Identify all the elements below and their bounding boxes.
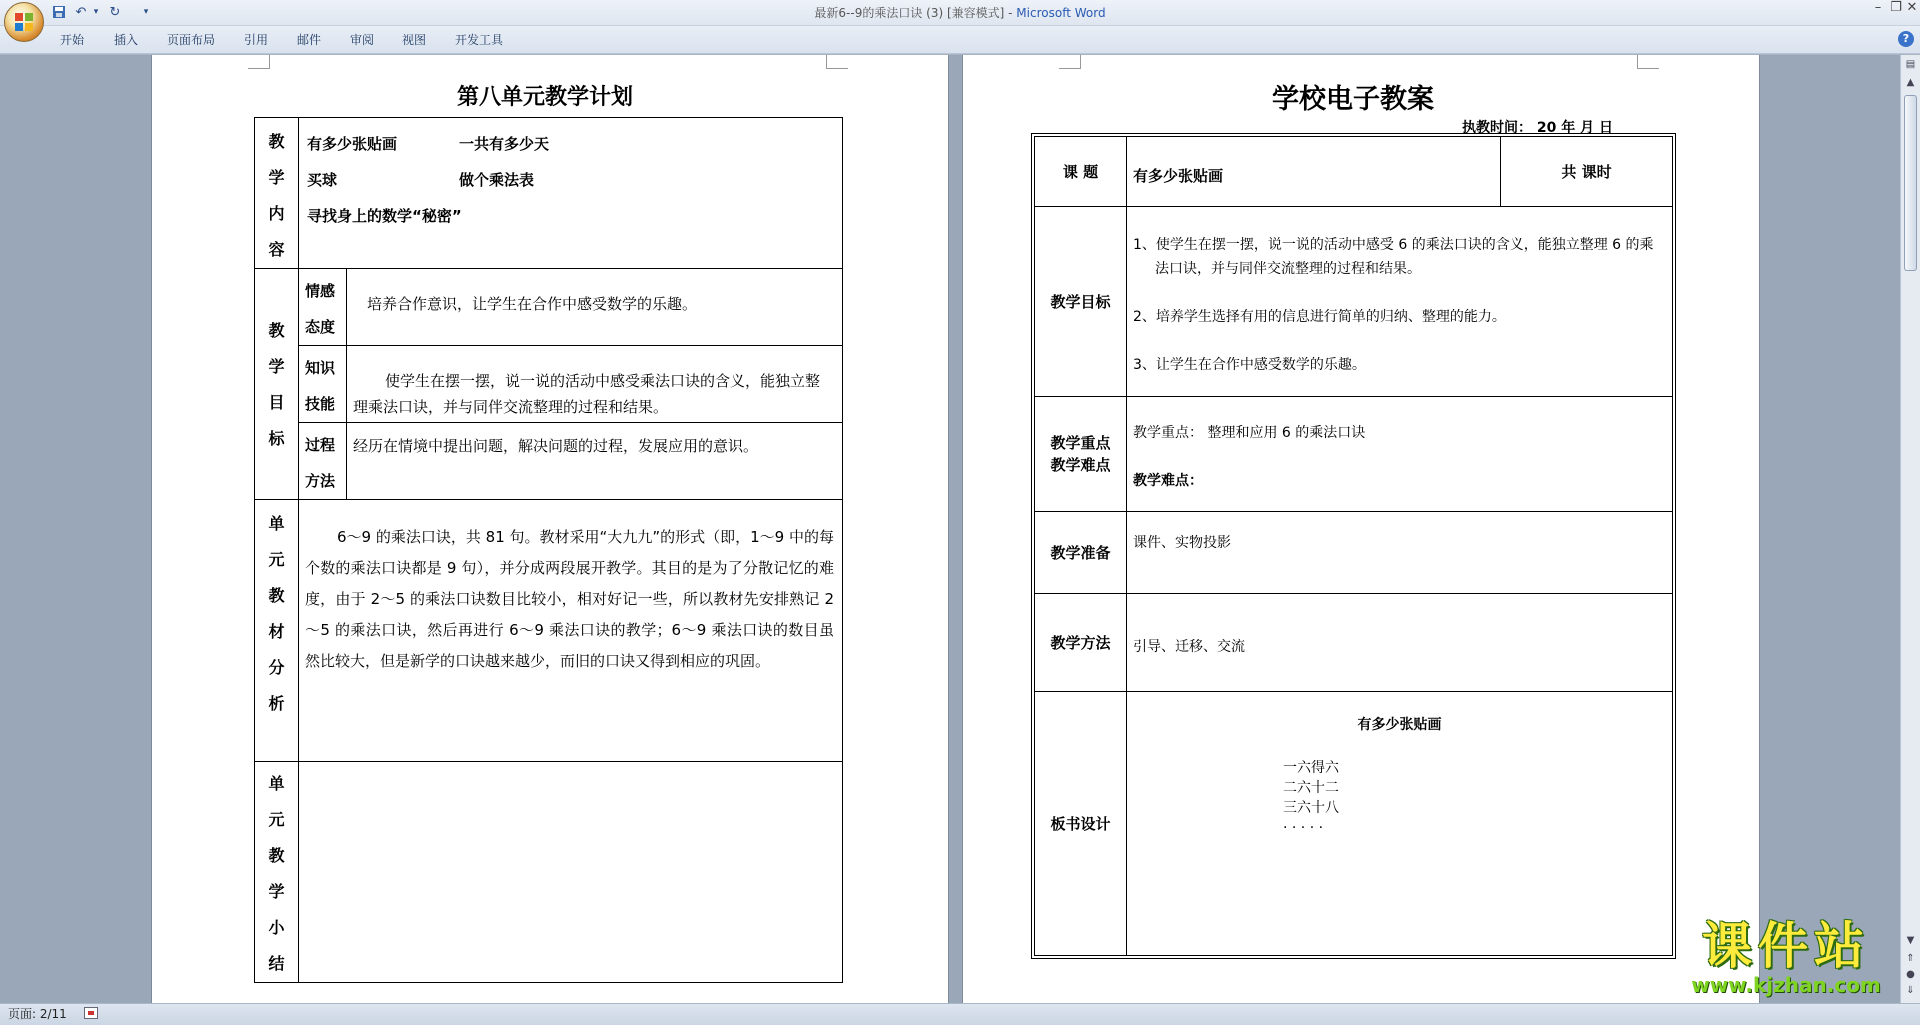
objectives-cell bbox=[1127, 207, 1673, 397]
title-bar bbox=[0, 0, 1920, 26]
key-points-label-cell bbox=[1035, 397, 1127, 512]
analysis-label-char: 单 bbox=[268, 514, 285, 533]
plan-table bbox=[254, 117, 843, 983]
analysis-text: 6～9 的乘法口诀，共 81 句。教材采用“大九九”的形式（即，1～9 中的每个数的乘法口诀都是 9 句），并分成两段展开教学。其目的是为了分散记忆的难度，由于 2～5 的乘法口诀数目比较小，相对好记一些，所以教材先安排熟记 2～5 的乘法口诀，然后再进行 6～9 乘法口诀的教学；6～9 乘法口诀的数目虽然比较大，但是新学的口诀越来越少，而旧的口诀又得到相应的巩固。 bbox=[305, 528, 834, 670]
watermark-text: 课件站 bbox=[1702, 917, 1870, 975]
method-cell bbox=[1127, 594, 1673, 692]
analysis-label-char: 分 bbox=[268, 658, 285, 677]
tab-page-layout[interactable]: 页面布局 bbox=[167, 33, 216, 47]
office-logo-icon bbox=[14, 12, 34, 32]
lesson-item: 寻找身上的数学“秘密” bbox=[307, 207, 462, 225]
scroll-thumb[interactable] bbox=[1904, 95, 1917, 271]
goal-label-cell bbox=[255, 269, 299, 500]
method-label: 教学方法 bbox=[1035, 594, 1127, 692]
window-title bbox=[0, 4, 1920, 21]
summary-label-char: 元 bbox=[268, 810, 285, 829]
content-cell bbox=[299, 118, 843, 269]
prep-label: 教学准备 bbox=[1035, 512, 1127, 594]
scroll-up-icon[interactable]: ▲ bbox=[1906, 77, 1915, 88]
tab-developer[interactable]: 开发工具 bbox=[455, 33, 504, 47]
topic-value-cell bbox=[1127, 137, 1501, 207]
board-title: 有多少张贴画 bbox=[1357, 717, 1442, 733]
board-label: 板书设计 bbox=[1035, 692, 1127, 956]
undo-icon[interactable]: ↶ bbox=[75, 4, 87, 20]
vertical-scrollbar[interactable] bbox=[1900, 55, 1920, 1003]
margin-corner bbox=[1059, 55, 1081, 69]
next-page-icon[interactable]: ⇓ bbox=[1906, 985, 1915, 996]
minimize-button[interactable]: – bbox=[1874, 0, 1882, 15]
goal-text: 使学生在摆一摆，说一说的活动中感受乘法口诀的含义，能独立整理乘法口诀，并与同伴交流整理的过程和结果。 bbox=[353, 372, 821, 416]
goal-sublabel-cell bbox=[299, 346, 347, 423]
topic-value: 有多少张贴画 bbox=[1133, 167, 1224, 185]
analysis-label-char: 材 bbox=[268, 622, 285, 641]
content-label-cell bbox=[255, 118, 299, 269]
goal-text-cell bbox=[347, 346, 843, 423]
analysis-label-char: 元 bbox=[268, 550, 285, 569]
page-title: 学校电子教案 bbox=[1272, 84, 1434, 115]
browse-object-icon[interactable]: ● bbox=[1906, 969, 1915, 980]
document-title: 最新6--9的乘法口诀 (3) [兼容模式] - bbox=[814, 6, 1017, 20]
lesson-item: 做个乘法表 bbox=[459, 171, 535, 189]
goal-sublabel: 知识 bbox=[305, 359, 336, 377]
summary-label-char: 单 bbox=[268, 774, 285, 793]
goal-sublabel: 技能 bbox=[305, 395, 336, 413]
previous-page-icon[interactable]: ⇑ bbox=[1906, 953, 1915, 964]
lesson-item: 有多少张贴画 bbox=[307, 135, 398, 153]
customize-toolbar-icon[interactable]: ▾ bbox=[143, 7, 149, 17]
key-label: 教学重点 bbox=[1050, 434, 1111, 452]
method-value: 引导、迁移、交流 bbox=[1133, 639, 1245, 655]
objective-item: 3、让学生在合作中感受数学的乐趣。 bbox=[1133, 357, 1366, 373]
prep-cell bbox=[1127, 512, 1673, 594]
ribbon-tabs bbox=[0, 26, 1920, 54]
goal-text: 经历在情境中提出问题，解决问题的过程，发展应用的意识。 bbox=[353, 437, 759, 455]
hours-label: 共 课时 bbox=[1501, 137, 1673, 207]
goal-sublabel: 态度 bbox=[305, 318, 336, 336]
summary-label-char: 教 bbox=[268, 846, 285, 865]
goal-label-char: 教 bbox=[268, 321, 285, 340]
tab-mailings[interactable]: 邮件 bbox=[297, 33, 322, 47]
page-right bbox=[963, 55, 1759, 1003]
goal-label-char: 目 bbox=[268, 393, 285, 412]
topic-label: 课 题 bbox=[1035, 137, 1127, 207]
close-button[interactable]: ✕ bbox=[1906, 0, 1918, 15]
tab-home[interactable]: 开始 bbox=[60, 33, 85, 47]
margin-corner bbox=[248, 55, 270, 69]
spelling-status-icon[interactable] bbox=[84, 1007, 98, 1019]
board-cell bbox=[1127, 692, 1673, 956]
board-line: 二六十二 bbox=[1283, 780, 1339, 796]
office-button[interactable] bbox=[4, 2, 44, 42]
goal-sublabel: 过程 bbox=[305, 436, 336, 454]
status-bar bbox=[0, 1003, 1920, 1025]
objective-item: 2、培养学生选择有用的信息进行简单的归纳、整理的能力。 bbox=[1133, 309, 1506, 325]
lesson-plan-table bbox=[1034, 136, 1673, 956]
lesson-item: 买球 bbox=[307, 171, 338, 189]
redo-icon[interactable]: ↻ bbox=[109, 4, 121, 20]
content-label-char: 内 bbox=[268, 204, 285, 223]
margin-corner bbox=[826, 55, 848, 69]
analysis-label-cell bbox=[255, 500, 299, 762]
lesson-item: 一共有多少天 bbox=[459, 135, 550, 153]
summary-label-char: 小 bbox=[268, 918, 285, 937]
watermark-logo bbox=[1672, 918, 1900, 998]
summary-label-cell bbox=[255, 762, 299, 983]
content-label-char: 教 bbox=[268, 132, 285, 151]
difficult-label: 教学难点 bbox=[1050, 456, 1111, 474]
goal-text: 培养合作意识，让学生在合作中感受数学的乐趣。 bbox=[367, 295, 698, 313]
restore-button[interactable]: ❐ bbox=[1890, 0, 1902, 15]
ruler-toggle-icon[interactable]: ▤ bbox=[1905, 59, 1916, 70]
goal-sublabel-cell bbox=[299, 423, 347, 500]
page-left bbox=[152, 55, 948, 1003]
prep-value: 课件、实物投影 bbox=[1133, 535, 1231, 551]
tab-references[interactable]: 引用 bbox=[244, 33, 269, 47]
watermark-url: www.kjzhan.com bbox=[1691, 973, 1881, 997]
help-icon[interactable]: ? bbox=[1898, 31, 1914, 47]
content-label-char: 学 bbox=[268, 168, 285, 187]
board-line: 一六得六 bbox=[1283, 760, 1339, 776]
undo-dropdown-icon[interactable]: ▾ bbox=[93, 7, 99, 17]
tab-insert[interactable]: 插入 bbox=[114, 33, 139, 47]
goal-text-cell bbox=[347, 423, 843, 500]
app-name: Microsoft Word bbox=[1016, 6, 1106, 20]
page-indicator[interactable]: 页面: 2/11 bbox=[8, 1007, 67, 1021]
content-label-char: 容 bbox=[268, 240, 285, 259]
board-line: 三六十八 bbox=[1283, 800, 1339, 816]
exec-time: 执教时间： 20 年 月 日 bbox=[1462, 120, 1613, 136]
analysis-label-char: 析 bbox=[268, 694, 285, 713]
tab-review[interactable]: 审阅 bbox=[350, 33, 375, 47]
goal-text-cell bbox=[347, 269, 843, 346]
summary-label-char: 结 bbox=[268, 954, 285, 973]
objective-item: 1、使学生在摆一摆，说一说的活动中感受 6 的乘法口诀的含义，能独立整理 6 的乘法口诀，并与同伴交流整理的过程和结果。 bbox=[1133, 237, 1654, 277]
difficult-point: 教学难点： bbox=[1133, 473, 1203, 489]
goal-sublabel-cell bbox=[299, 269, 347, 346]
document-area[interactable] bbox=[0, 55, 1900, 1003]
scroll-down-icon[interactable]: ▼ bbox=[1906, 935, 1915, 946]
goal-sublabel: 情感 bbox=[305, 282, 336, 300]
goal-label-char: 标 bbox=[268, 429, 285, 448]
summary-label-char: 学 bbox=[268, 882, 285, 901]
summary-cell[interactable] bbox=[299, 762, 843, 983]
goal-label-char: 学 bbox=[268, 357, 285, 376]
analysis-label-char: 教 bbox=[268, 586, 285, 605]
key-points-cell bbox=[1127, 397, 1673, 512]
goal-sublabel: 方法 bbox=[305, 472, 336, 490]
board-line: · · · · · bbox=[1283, 820, 1324, 836]
analysis-cell bbox=[299, 500, 843, 762]
margin-corner bbox=[1637, 55, 1659, 69]
objectives-label: 教学目标 bbox=[1035, 207, 1127, 397]
tab-view[interactable]: 视图 bbox=[402, 33, 427, 47]
page-title: 第八单元教学计划 bbox=[456, 85, 633, 110]
key-point: 教学重点： 整理和应用 6 的乘法口诀 bbox=[1133, 425, 1366, 441]
